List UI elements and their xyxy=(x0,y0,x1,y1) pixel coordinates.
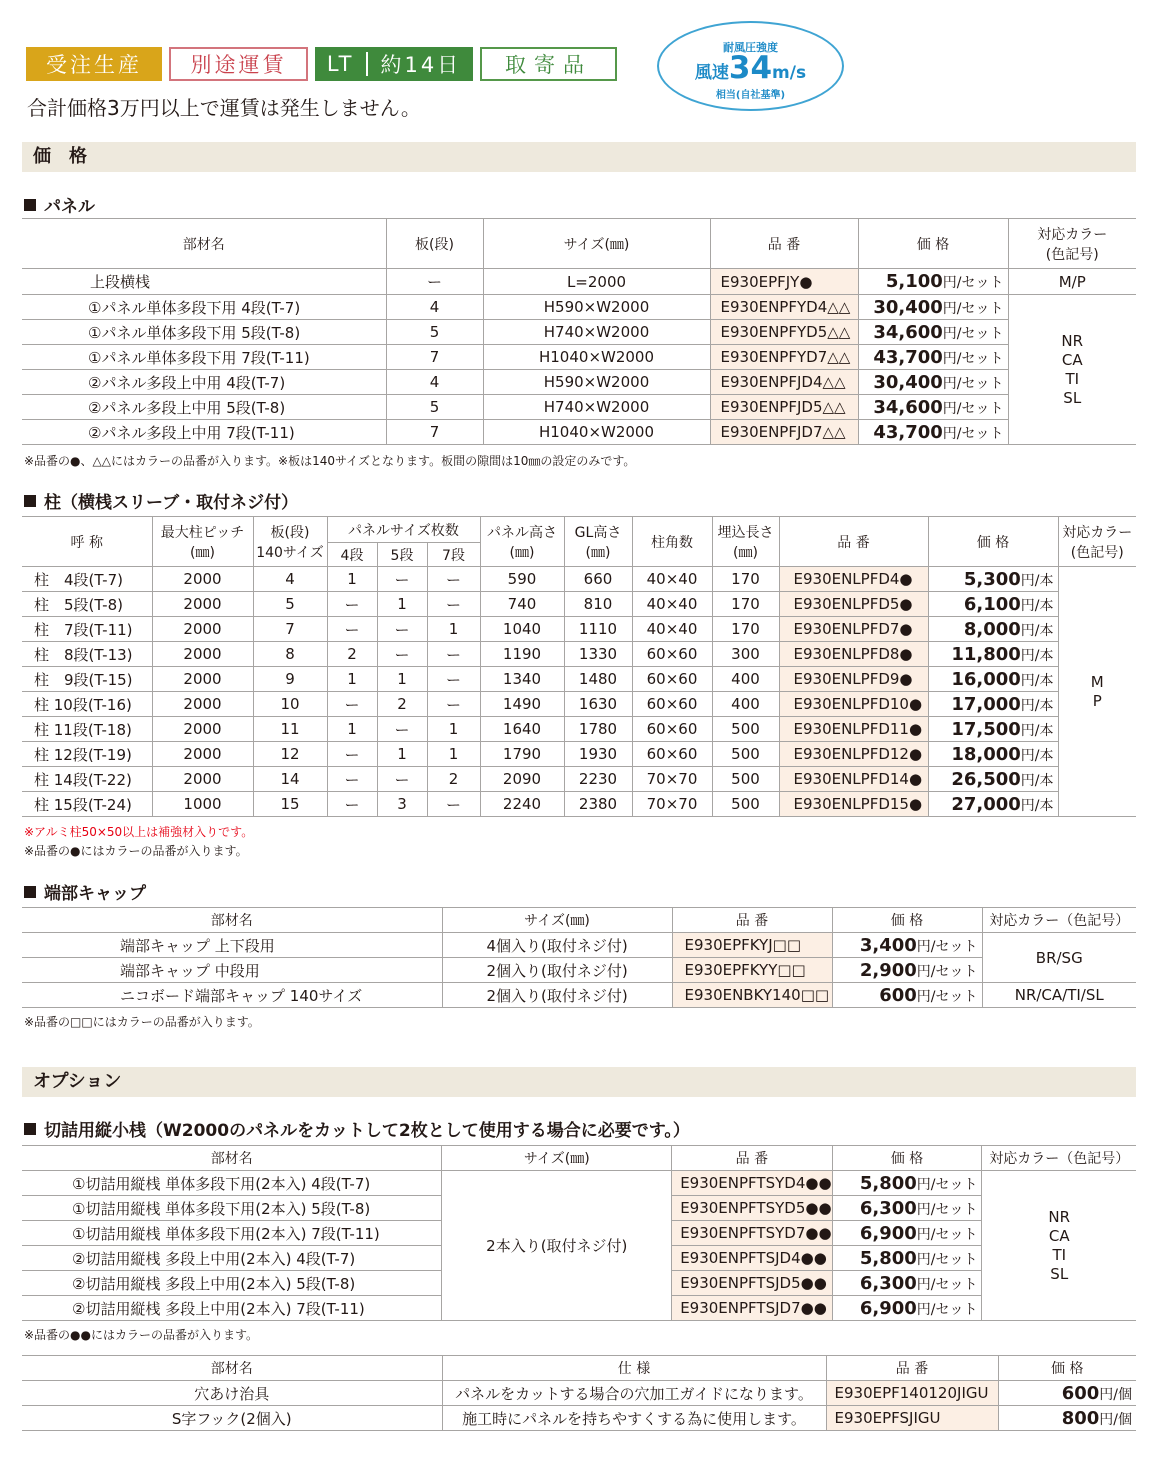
part-number: E930ENLPFD8● xyxy=(779,642,928,667)
table-row xyxy=(22,717,1136,742)
table-row xyxy=(22,642,1136,667)
table-cell: ー xyxy=(377,717,427,742)
column-header: GL高さ (㎜) xyxy=(564,517,632,567)
column-header: 部材名 xyxy=(22,1146,442,1171)
column-header: 対応カラー（色記号） xyxy=(982,908,1136,933)
table-cell: 2240 xyxy=(480,792,564,817)
table-cell: 2000 xyxy=(152,767,253,792)
table-cell: 1 xyxy=(377,667,427,692)
table-row xyxy=(22,958,1136,983)
table-cell: 1340 xyxy=(480,667,564,692)
table-row xyxy=(22,667,1136,692)
price-cell: 17,000円/本 xyxy=(928,692,1058,717)
table-cell: ー xyxy=(427,792,480,817)
column-header: 価 格 xyxy=(832,908,982,933)
board-count: 4 xyxy=(386,370,483,395)
column-header: 部材名 xyxy=(22,219,386,269)
post-name: 柱 15段(T-24) xyxy=(22,792,152,817)
column-header: 品 番 xyxy=(672,1146,832,1171)
table-cell: 40×40 xyxy=(632,567,712,592)
part-name: ①パネル単体多段下用 7段(T-11) xyxy=(22,345,386,370)
price-cell: 6,300円/セット xyxy=(832,1196,982,1221)
column-header: パネルサイズ枚数 xyxy=(327,517,480,543)
price-cell: 11,800円/本 xyxy=(928,642,1058,667)
table-cell: 40×40 xyxy=(632,617,712,642)
part-name: ②パネル多段上中用 4段(T-7) xyxy=(22,370,386,395)
part-name: S字フック(2個入) xyxy=(22,1406,442,1431)
table-row xyxy=(22,395,1136,420)
table-row xyxy=(22,692,1136,717)
part-name: ②パネル多段上中用 5段(T-8) xyxy=(22,395,386,420)
price-cell: 34,600円/セット xyxy=(858,320,1008,345)
post-table xyxy=(22,516,1136,817)
column-header: サイズ(㎜) xyxy=(442,1146,672,1171)
color-code: BR/SG xyxy=(982,933,1136,983)
part-number: E930EPFSJIGU xyxy=(826,1406,998,1431)
table-cell: 8 xyxy=(253,642,327,667)
board-count: 4 xyxy=(386,295,483,320)
tools-table xyxy=(22,1355,1136,1431)
price-cell: 600円/個 xyxy=(998,1381,1136,1406)
table-row xyxy=(22,1171,1136,1196)
part-number: E930ENLPFD15● xyxy=(779,792,928,817)
part-number: E930ENPFYD5△△ xyxy=(710,320,858,345)
table-cell: 12 xyxy=(253,742,327,767)
price-cell: 6,900円/セット xyxy=(832,1221,982,1246)
table-row xyxy=(22,1406,1136,1431)
part-number: E930ENPFJD5△△ xyxy=(710,395,858,420)
column-header: パネル高さ (㎜) xyxy=(480,517,564,567)
column-header: 板(段) 140サイズ xyxy=(253,517,327,567)
wind-resistance-badge xyxy=(657,21,844,111)
size: H590×W2000 xyxy=(483,295,710,320)
table-cell: ー xyxy=(377,617,427,642)
board-count: 7 xyxy=(386,345,483,370)
table-cell: ー xyxy=(377,642,427,667)
table-cell: ー xyxy=(427,592,480,617)
board-count: 5 xyxy=(386,320,483,345)
color-code: NR CA TI SL xyxy=(982,1171,1136,1321)
post-name: 柱 9段(T-15) xyxy=(22,667,152,692)
column-header: 品 番 xyxy=(826,1356,998,1381)
part-name: ①切詰用縦桟 単体多段下用(2本入) 7段(T-11) xyxy=(22,1221,442,1246)
price-cell: 5,300円/本 xyxy=(928,567,1058,592)
part-number: E930EPFJY● xyxy=(710,269,858,295)
price-cell: 34,600円/セット xyxy=(858,395,1008,420)
column-header: 価 格 xyxy=(832,1146,982,1171)
column-header: 5段 xyxy=(377,543,427,567)
column-header: 板(段) xyxy=(386,219,483,269)
table-row xyxy=(22,517,1136,543)
part-number: E930ENPFJD7△△ xyxy=(710,420,858,445)
made-to-order-badge: 受注生産 xyxy=(26,47,162,81)
column-header: 部材名 xyxy=(22,908,442,933)
part-number: E930EPFKYJ□□ xyxy=(672,933,832,958)
table-cell: 1 xyxy=(327,717,377,742)
part-number: E930ENBKY140□□ xyxy=(672,983,832,1008)
table-cell: 500 xyxy=(712,767,779,792)
table-cell: 15 xyxy=(253,792,327,817)
price-cell: 26,500円/本 xyxy=(928,767,1058,792)
table-cell: 500 xyxy=(712,792,779,817)
column-header: 価 格 xyxy=(998,1356,1136,1381)
table-cell: 11 xyxy=(253,717,327,742)
post-name: 柱 4段(T-7) xyxy=(22,567,152,592)
column-header: サイズ(㎜) xyxy=(442,908,672,933)
column-header: 7段 xyxy=(427,543,480,567)
price-cell: 6,100円/本 xyxy=(928,592,1058,617)
column-header: 最大柱ピッチ (㎜) xyxy=(152,517,253,567)
table-cell: 2000 xyxy=(152,717,253,742)
price-cell: 30,400円/セット xyxy=(858,295,1008,320)
part-number: E930ENPFTSYD4●● xyxy=(672,1171,832,1196)
table-cell: 60×60 xyxy=(632,692,712,717)
part-name: 端部キャップ 中段用 xyxy=(22,958,442,983)
size: 2個入り(取付ネジ付) xyxy=(442,983,672,1008)
part-number: E930ENPFYD4△△ xyxy=(710,295,858,320)
price-cell: 2,900円/セット xyxy=(832,958,982,983)
price-cell: 5,800円/セット xyxy=(832,1171,982,1196)
table-cell: 60×60 xyxy=(632,642,712,667)
table-cell: 1 xyxy=(377,742,427,767)
table-row xyxy=(22,933,1136,958)
table-cell: 3 xyxy=(377,792,427,817)
color-code: M P xyxy=(1058,567,1136,817)
part-name: ②パネル多段上中用 7段(T-11) xyxy=(22,420,386,445)
table-cell: 70×70 xyxy=(632,792,712,817)
board-count: 7 xyxy=(386,420,483,445)
size: 2本入り(取付ネジ付) xyxy=(442,1171,672,1321)
column-header: 4段 xyxy=(327,543,377,567)
part-number: E930ENLPFD5● xyxy=(779,592,928,617)
table-cell: 1630 xyxy=(564,692,632,717)
table-cell: 1480 xyxy=(564,667,632,692)
part-number: E930ENPFTSJD5●● xyxy=(672,1271,832,1296)
table-cell: ー xyxy=(327,792,377,817)
shipping-notice: 合計価格3万円以上で運賃は発生しません。 xyxy=(27,96,421,120)
table-row xyxy=(22,370,1136,395)
table-cell: 170 xyxy=(712,617,779,642)
wind-label: 耐風圧強度 xyxy=(723,41,778,54)
table-cell: 1640 xyxy=(480,717,564,742)
table-row xyxy=(22,567,1136,592)
table-row xyxy=(22,983,1136,1008)
table-cell: 1 xyxy=(377,592,427,617)
size: 4個入り(取付ネジ付) xyxy=(442,933,672,958)
board-count: 5 xyxy=(386,395,483,420)
part-name: ①切詰用縦桟 単体多段下用(2本入) 4段(T-7) xyxy=(22,1171,442,1196)
table-cell: 2 xyxy=(327,642,377,667)
part-number: E930ENLPFD9● xyxy=(779,667,928,692)
table-cell: 300 xyxy=(712,642,779,667)
table-cell: 170 xyxy=(712,592,779,617)
price-cell: 6,900円/セット xyxy=(832,1296,982,1321)
column-header: 対応カラー (色記号) xyxy=(1008,219,1136,269)
part-name: ニコボード端部キャップ 140サイズ xyxy=(22,983,442,1008)
column-header: 仕 様 xyxy=(442,1356,826,1381)
part-name: ①パネル単体多段下用 4段(T-7) xyxy=(22,295,386,320)
table-cell: 1190 xyxy=(480,642,564,667)
cut-table xyxy=(22,1145,1136,1321)
size: L=2000 xyxy=(483,269,710,295)
wind-note: 相当(自社基準) xyxy=(715,90,786,101)
part-number: E930ENPFTSYD5●● xyxy=(672,1196,832,1221)
column-header: 対応カラー（色記号） xyxy=(982,1146,1136,1171)
panel-title: パネル xyxy=(24,192,95,217)
table-cell: 1790 xyxy=(480,742,564,767)
lt-days: 約14日 xyxy=(380,53,462,77)
post-note: ※品番の●にはカラーの品番が入ります。 xyxy=(24,844,248,858)
part-number: E930ENPFTSJD7●● xyxy=(672,1296,832,1321)
cap-table xyxy=(22,907,1136,1008)
table-row xyxy=(22,295,1136,320)
section-option-header: オプション xyxy=(22,1067,1136,1097)
table-cell: 2090 xyxy=(480,767,564,792)
table-row xyxy=(22,345,1136,370)
table-cell: 2000 xyxy=(152,567,253,592)
size: 2個入り(取付ネジ付) xyxy=(442,958,672,983)
post-name: 柱 7段(T-11) xyxy=(22,617,152,642)
table-cell: 1000 xyxy=(152,792,253,817)
column-header: 品 番 xyxy=(710,219,858,269)
price-cell: 3,400円/セット xyxy=(832,933,982,958)
column-header: 品 番 xyxy=(672,908,832,933)
cap-title: 端部キャップ xyxy=(24,879,146,904)
post-name: 柱 14段(T-22) xyxy=(22,767,152,792)
table-cell: 740 xyxy=(480,592,564,617)
part-number: E930ENLPFD14● xyxy=(779,767,928,792)
size: H1040×W2000 xyxy=(483,345,710,370)
part-name: ②切詰用縦桟 多段上中用(2本入) 7段(T-11) xyxy=(22,1296,442,1321)
table-cell: 2380 xyxy=(564,792,632,817)
table-cell: ー xyxy=(327,742,377,767)
table-cell: ー xyxy=(427,642,480,667)
size: H740×W2000 xyxy=(483,320,710,345)
table-cell: 660 xyxy=(564,567,632,592)
table-cell: 1040 xyxy=(480,617,564,642)
table-cell: 2000 xyxy=(152,667,253,692)
table-cell: 40×40 xyxy=(632,592,712,617)
table-row xyxy=(22,320,1136,345)
table-row xyxy=(22,1381,1136,1406)
table-cell: 10 xyxy=(253,692,327,717)
table-cell: 500 xyxy=(712,717,779,742)
post-title: 柱（横桟スリーブ・取付ネジ付） xyxy=(24,488,298,513)
column-header: サイズ(㎜) xyxy=(483,219,710,269)
table-cell: 2230 xyxy=(564,767,632,792)
table-cell: 810 xyxy=(564,592,632,617)
lt-label: LT xyxy=(326,52,355,76)
table-cell: ー xyxy=(327,767,377,792)
part-name: ①パネル単体多段下用 5段(T-8) xyxy=(22,320,386,345)
table-cell: 4 xyxy=(253,567,327,592)
panel-note: ※品番の●、△△にはカラーの品番が入ります。※板は140サイズとなります。板間の隙間は10㎜の設定のみです。 xyxy=(24,454,636,468)
table-cell: 1490 xyxy=(480,692,564,717)
price-cell: 17,500円/本 xyxy=(928,717,1058,742)
table-cell: 2000 xyxy=(152,742,253,767)
column-header: 品 番 xyxy=(779,517,928,567)
price-cell: 30,400円/セット xyxy=(858,370,1008,395)
column-header: 部材名 xyxy=(22,1356,442,1381)
table-cell: 2000 xyxy=(152,692,253,717)
price-cell: 800円/個 xyxy=(998,1406,1136,1431)
specification: パネルをカットする場合の穴加工ガイドになります。 xyxy=(442,1381,826,1406)
price-cell: 16,000円/本 xyxy=(928,667,1058,692)
price-cell: 18,000円/本 xyxy=(928,742,1058,767)
table-row xyxy=(22,420,1136,445)
table-cell: 1780 xyxy=(564,717,632,742)
part-number: E930EPF140120JIGU xyxy=(826,1381,998,1406)
table-cell: ー xyxy=(427,667,480,692)
table-cell: 9 xyxy=(253,667,327,692)
panel-table xyxy=(22,218,1136,445)
table-row xyxy=(22,269,1136,295)
table-cell: 1110 xyxy=(564,617,632,642)
table-cell: 5 xyxy=(253,592,327,617)
color-code: NR/CA/TI/SL xyxy=(982,983,1136,1008)
part-number: E930EPFKYY□□ xyxy=(672,958,832,983)
badges xyxy=(26,47,624,81)
post-name: 柱 5段(T-8) xyxy=(22,592,152,617)
table-cell: 1330 xyxy=(564,642,632,667)
part-number: E930ENLPFD4● xyxy=(779,567,928,592)
table-cell: ー xyxy=(427,567,480,592)
table-row xyxy=(22,592,1136,617)
table-cell: 2 xyxy=(427,767,480,792)
price-cell: 8,000円/本 xyxy=(928,617,1058,642)
table-cell: 60×60 xyxy=(632,717,712,742)
order-item-badge: 取寄品 xyxy=(480,47,617,81)
table-cell: 1 xyxy=(327,567,377,592)
post-note-red: ※アルミ柱50×50以上は補強材入りです。 xyxy=(24,825,254,839)
table-cell: 14 xyxy=(253,767,327,792)
post-name: 柱 12段(T-19) xyxy=(22,742,152,767)
price-cell: 5,100円/セット xyxy=(858,269,1008,295)
table-cell: ー xyxy=(427,692,480,717)
table-cell: 1 xyxy=(427,617,480,642)
price-cell: 43,700円/セット xyxy=(858,345,1008,370)
table-cell: 1930 xyxy=(564,742,632,767)
table-cell: 1 xyxy=(427,742,480,767)
table-cell: ー xyxy=(377,567,427,592)
table-cell: 1 xyxy=(327,667,377,692)
part-number: E930ENLPFD12● xyxy=(779,742,928,767)
separate-shipping-badge: 別途運賃 xyxy=(169,47,308,81)
wind-speed: 風速34m/s xyxy=(694,50,807,86)
table-cell: 60×60 xyxy=(632,742,712,767)
table-cell: 500 xyxy=(712,742,779,767)
column-header: 埋込長さ (㎜) xyxy=(712,517,779,567)
size: H740×W2000 xyxy=(483,395,710,420)
price-cell: 27,000円/本 xyxy=(928,792,1058,817)
table-cell: ー xyxy=(377,767,427,792)
price-cell: 43,700円/セット xyxy=(858,420,1008,445)
part-name: 端部キャップ 上下段用 xyxy=(22,933,442,958)
part-name: ①切詰用縦桟 単体多段下用(2本入) 5段(T-8) xyxy=(22,1196,442,1221)
color-code: NR CA TI SL xyxy=(1008,295,1136,445)
color-code: M/P xyxy=(1008,269,1136,295)
table-row xyxy=(22,1356,1136,1381)
part-name: ②切詰用縦桟 多段上中用(2本入) 4段(T-7) xyxy=(22,1246,442,1271)
part-number: E930ENPFYD7△△ xyxy=(710,345,858,370)
column-header: 柱角数 xyxy=(632,517,712,567)
cap-note: ※品番の□□にはカラーの品番が入ります。 xyxy=(24,1015,260,1029)
section-price-header: 価 格 xyxy=(22,142,1136,172)
table-cell: 400 xyxy=(712,692,779,717)
table-row xyxy=(22,617,1136,642)
lead-time-badge xyxy=(315,47,473,81)
price-cell: 5,800円/セット xyxy=(832,1246,982,1271)
table-cell: 2 xyxy=(377,692,427,717)
part-name: 穴あけ治具 xyxy=(22,1381,442,1406)
table-row xyxy=(22,1146,1136,1171)
table-cell: 7 xyxy=(253,617,327,642)
size: H1040×W2000 xyxy=(483,420,710,445)
part-number: E930ENLPFD10● xyxy=(779,692,928,717)
table-cell: 70×70 xyxy=(632,767,712,792)
table-cell: 1 xyxy=(427,717,480,742)
part-number: E930ENPFJD4△△ xyxy=(710,370,858,395)
table-cell: 170 xyxy=(712,567,779,592)
part-number: E930ENLPFD11● xyxy=(779,717,928,742)
column-header: 呼 称 xyxy=(22,517,152,567)
cut-title: 切詰用縦小桟（W2000のパネルをカットして2枚として使用する場合に必要です。） xyxy=(24,1116,690,1141)
table-cell: 2000 xyxy=(152,617,253,642)
part-number: E930ENLPFD7● xyxy=(779,617,928,642)
cut-note: ※品番の●●にはカラーの品番が入ります。 xyxy=(24,1328,259,1342)
table-cell: 590 xyxy=(480,567,564,592)
column-header: 対応カラー (色記号) xyxy=(1058,517,1136,567)
table-cell: 400 xyxy=(712,667,779,692)
specification: 施工時にパネルを持ちやすくする為に使用します。 xyxy=(442,1406,826,1431)
table-cell: ー xyxy=(327,692,377,717)
size: H590×W2000 xyxy=(483,370,710,395)
column-header: 価 格 xyxy=(928,517,1058,567)
table-row xyxy=(22,792,1136,817)
price-cell: 600円/セット xyxy=(832,983,982,1008)
post-name: 柱 10段(T-16) xyxy=(22,692,152,717)
table-cell: 60×60 xyxy=(632,667,712,692)
part-number: E930ENPFTSJD4●● xyxy=(672,1246,832,1271)
table-row xyxy=(22,908,1136,933)
post-name: 柱 11段(T-18) xyxy=(22,717,152,742)
column-header: 価 格 xyxy=(858,219,1008,269)
table-cell: ー xyxy=(327,617,377,642)
table-cell: 2000 xyxy=(152,642,253,667)
price-cell: 6,300円/セット xyxy=(832,1271,982,1296)
table-cell: 2000 xyxy=(152,592,253,617)
table-row xyxy=(22,742,1136,767)
part-name: 上段横桟 xyxy=(22,269,386,295)
part-name: ②切詰用縦桟 多段上中用(2本入) 5段(T-8) xyxy=(22,1271,442,1296)
part-number: E930ENPFTSYD7●● xyxy=(672,1221,832,1246)
table-row xyxy=(22,767,1136,792)
table-cell: ー xyxy=(327,592,377,617)
board-count: ー xyxy=(386,269,483,295)
post-name: 柱 8段(T-13) xyxy=(22,642,152,667)
